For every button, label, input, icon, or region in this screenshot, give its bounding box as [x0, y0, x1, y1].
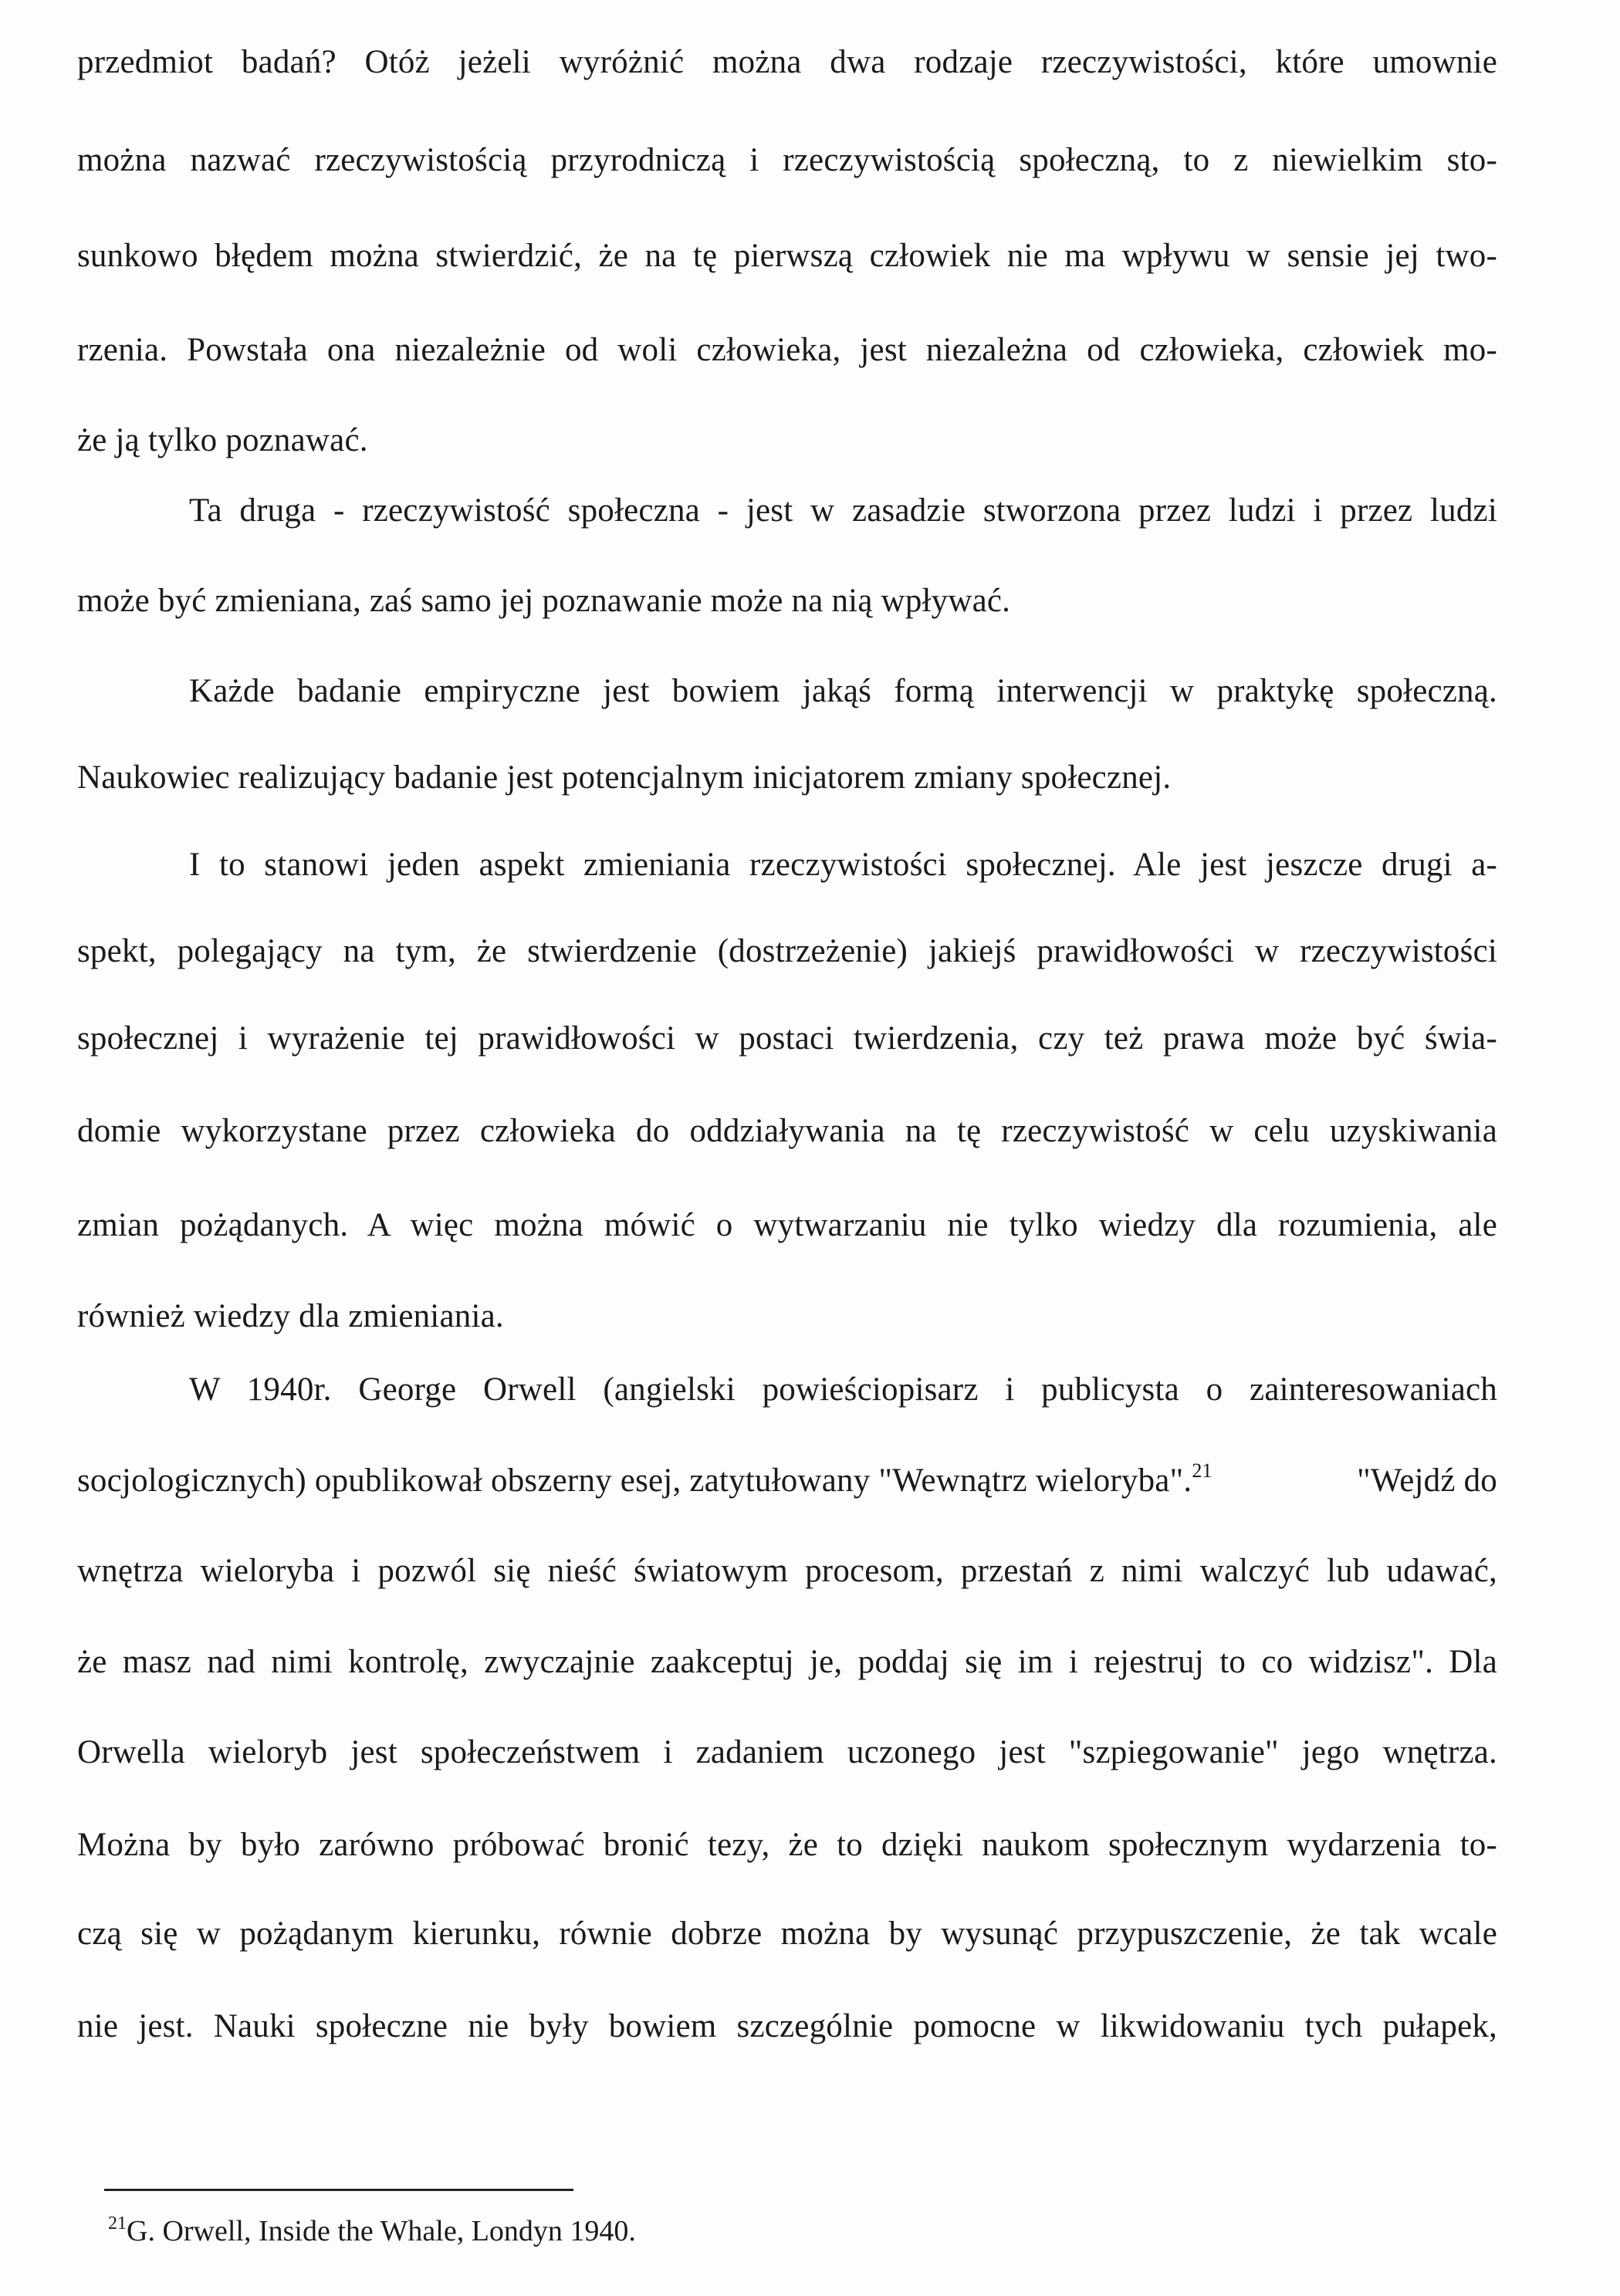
text-line: spekt, polegający na tym, że stwierdzenie (dostrzeżenie) jakiejś prawidłowości w rzeczywistości [77, 933, 1497, 969]
line-text: socjologicznych) opublikował obszerny esej, zatytułowany "Wewnątrz wieloryba". [77, 1462, 1192, 1499]
paragraph-first-line: Ta druga - rzeczywistość społeczna - jest w zasadzie stworzona przez ludzi i przez ludzi [189, 492, 1497, 529]
text-line: również wiedzy dla zmieniania. [77, 1298, 504, 1334]
text-line: można nazwać rzeczywistością przyrodniczą i rzeczywistością społeczną, to z niewielkim sto- [77, 142, 1497, 178]
paragraph-first-line: Każde badanie empiryczne jest bowiem jakąś formą interwencji w praktykę społeczną. [189, 673, 1497, 709]
text-line: domie wykorzystane przez człowieka do oddziaływania na tę rzeczywistość w celu uzyskiwania [77, 1113, 1497, 1149]
text-line: że masz nad nimi kontrolę, zwyczajnie zaakceptuj je, poddaj się im i rejestruj to co widzisz". Dla [77, 1644, 1497, 1680]
text-line: społecznej i wyrażenie tej prawidłowości w postaci twierdzenia, czy też prawa może być świa- [77, 1020, 1497, 1057]
text-line-with-footnote [77, 1461, 1497, 1501]
paragraph-first-line: I to stanowi jeden aspekt zmieniania rzeczywistości społecznej. Ale jest jeszcze drugi a- [189, 847, 1497, 883]
paragraph-first-line: W 1940r. George Orwell (angielski powieściopisarz i publicysta o zainteresowaniach [189, 1371, 1497, 1408]
text-line: Naukowiec realizujący badanie jest potencjalnym inicjatorem zmiany społecznej. [77, 759, 1172, 796]
text-line: Orwella wieloryb jest społeczeństwem i zadaniem uczonego jest "szpiegowanie" jego wnętrza. [77, 1734, 1497, 1770]
text-line: sunkowo błędem można stwierdzić, że na tę pierwszą człowiek nie ma wpływu w sensie jej two- [77, 238, 1497, 274]
text-line: przedmiot badań? Otóż jeżeli wyróżnić można dwa rodzaje rzeczywistości, które umownie [77, 44, 1497, 80]
text-line: nie jest. Nauki społeczne nie były bowiem szczególnie pomocne w likwidowaniu tych pułapek, [77, 2008, 1497, 2044]
footnote-text: G. Orwell, Inside the Whale, Londyn 1940. [127, 2215, 636, 2247]
text-line: Można by było zarówno próbować bronić tezy, że to dzięki naukom społecznym wydarzenia to- [77, 1827, 1497, 1863]
text-line: czą się w pożądanym kierunku, równie dobrze można by wysunąć przypuszczenie, że tak wcale [77, 1916, 1497, 1952]
text-line: zmian pożądanych. A więc można mówić o wytwarzaniu nie tylko wiedzy dla rozumienia, ale [77, 1207, 1497, 1243]
footnote-divider [104, 2189, 573, 2191]
text-line: rzenia. Powstała ona niezależnie od woli człowieka, jest niezależna od człowieka, człowiek mo- [77, 332, 1497, 368]
footnote [108, 2213, 636, 2249]
text-line: może być zmieniana, zaś samo jej poznawanie może na nią wpływać. [77, 583, 1011, 619]
text-line: wnętrza wieloryba i pozwól się nieść światowym procesom, przestań z nimi walczyć lub udawać, [77, 1553, 1497, 1589]
footnote-reference: 21 [1192, 1459, 1212, 1482]
text-line: że ją tylko poznawać. [77, 422, 368, 458]
footnote-number: 21 [108, 2213, 127, 2233]
line-text-end: "Wejdź do [1357, 1462, 1497, 1499]
